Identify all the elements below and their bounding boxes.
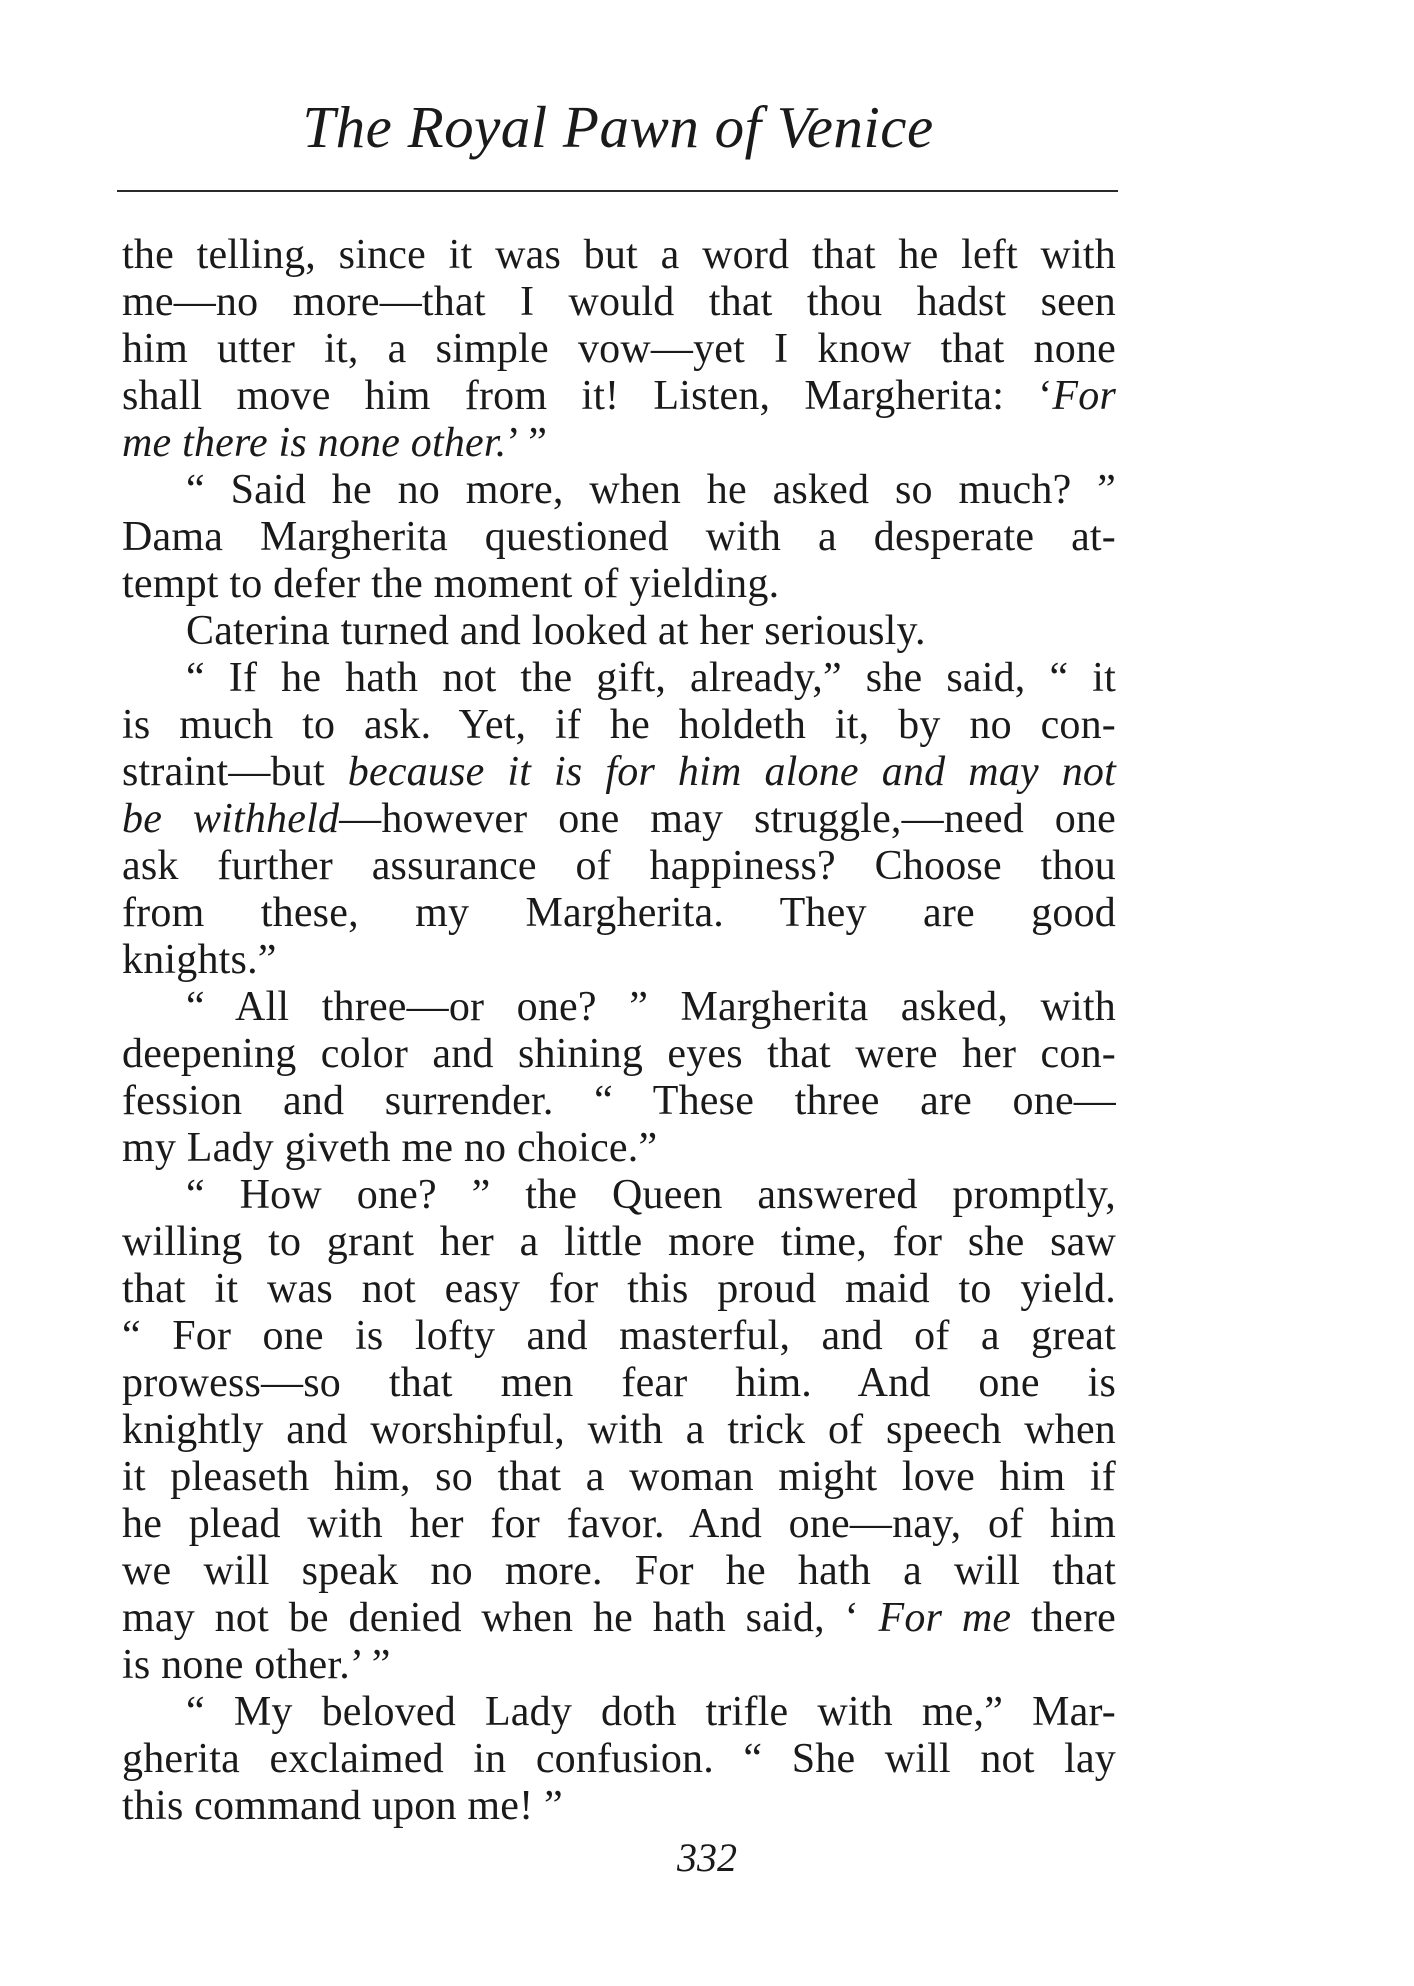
header-rule bbox=[117, 190, 1118, 192]
text-line bbox=[122, 1407, 1116, 1454]
text-span: Caterina turned and looked at her seriously. bbox=[186, 608, 926, 654]
text-line bbox=[122, 232, 1116, 279]
text-span: prowess—so that men fear him. And one is bbox=[122, 1360, 1116, 1406]
text-span: from these, my Margherita. They are good bbox=[122, 890, 1116, 936]
text-line bbox=[122, 279, 1116, 326]
text-line bbox=[122, 1689, 1116, 1736]
text-span: gherita exclaimed in confusion. “ She will not lay bbox=[122, 1736, 1116, 1782]
text-span: we will speak no more. For he hath a will that bbox=[122, 1548, 1116, 1594]
text-line bbox=[122, 1125, 1116, 1172]
text-line bbox=[122, 561, 1116, 608]
text-line bbox=[122, 702, 1116, 749]
text-span: “ Said he no more, when he asked so much? ” bbox=[186, 467, 1116, 513]
text-line bbox=[122, 373, 1116, 420]
text-line bbox=[122, 796, 1116, 843]
text-span: he plead with her for favor. And one—nay, of him bbox=[122, 1501, 1116, 1547]
italic-span: For me bbox=[878, 1595, 1012, 1641]
text-span: me—no more—that I would that thou hadst seen bbox=[122, 279, 1116, 325]
text-span: “ My beloved Lady doth trifle with me,” Mar- bbox=[186, 1689, 1116, 1735]
body-text bbox=[122, 232, 1116, 1830]
text-line bbox=[122, 1642, 1116, 1689]
italic-span: me there is none other. bbox=[122, 420, 507, 466]
text-line bbox=[122, 1595, 1116, 1642]
text-span: “ All three—or one? ” Margherita asked, with bbox=[186, 984, 1116, 1030]
text-line bbox=[122, 1783, 1116, 1830]
text-span: is none other.’ ” bbox=[122, 1642, 391, 1688]
text-span: ’ ” bbox=[506, 420, 548, 466]
text-line bbox=[122, 467, 1116, 514]
text-span: there bbox=[1011, 1595, 1116, 1641]
text-span: “ How one? ” the Queen answered promptly, bbox=[186, 1172, 1116, 1218]
text-line bbox=[122, 890, 1116, 937]
text-span: straint—but bbox=[122, 749, 348, 795]
text-line bbox=[122, 843, 1116, 890]
text-span: knights.” bbox=[122, 937, 277, 983]
text-line bbox=[122, 608, 1116, 655]
text-line bbox=[122, 1219, 1116, 1266]
text-line bbox=[122, 326, 1116, 373]
text-line bbox=[122, 1172, 1116, 1219]
text-span: fession and surrender. “ These three are one— bbox=[122, 1078, 1116, 1124]
text-line bbox=[122, 514, 1116, 561]
text-line bbox=[122, 749, 1116, 796]
text-span: “ For one is lofty and masterful, and of a great bbox=[122, 1313, 1116, 1359]
text-line bbox=[122, 1736, 1116, 1783]
text-line bbox=[122, 1501, 1116, 1548]
text-span: it pleaseth him, so that a woman might love him if bbox=[122, 1454, 1116, 1500]
text-line bbox=[122, 1360, 1116, 1407]
running-head: The Royal Pawn of Venice bbox=[302, 94, 934, 160]
page-number: 332 bbox=[677, 1835, 737, 1880]
text-span: willing to grant her a little more time, for she saw bbox=[122, 1219, 1116, 1265]
text-span: knightly and worshipful, with a trick of speech when bbox=[122, 1407, 1116, 1453]
text-line bbox=[122, 1031, 1116, 1078]
italic-span: For bbox=[1052, 373, 1116, 419]
text-line bbox=[122, 1313, 1116, 1360]
italic-span: be withheld bbox=[122, 796, 340, 842]
text-span: ask further assurance of happiness? Choose thou bbox=[122, 843, 1116, 889]
text-span: my Lady giveth me no choice.” bbox=[122, 1125, 658, 1171]
text-span: may not be denied when he hath said, ‘ bbox=[122, 1595, 879, 1641]
text-span: him utter it, a simple vow—yet I know that none bbox=[122, 326, 1116, 372]
italic-span: because it is for him alone and may not bbox=[347, 749, 1116, 795]
text-line bbox=[122, 937, 1116, 984]
text-line bbox=[122, 984, 1116, 1031]
text-span: —however one may struggle,—need one bbox=[339, 796, 1116, 842]
text-span: shall move him from it! Listen, Margherita: ‘ bbox=[122, 373, 1053, 419]
text-span: that it was not easy for this proud maid to yield. bbox=[122, 1266, 1116, 1312]
text-span: tempt to defer the moment of yielding. bbox=[122, 561, 780, 607]
text-span: is much to ask. Yet, if he holdeth it, by no con- bbox=[122, 702, 1116, 748]
text-span: deepening color and shining eyes that were her con- bbox=[122, 1031, 1116, 1077]
text-span: “ If he hath not the gift, already,” she said, “ it bbox=[186, 655, 1116, 701]
text-line bbox=[122, 1454, 1116, 1501]
text-span: Dama Margherita questioned with a desperate at- bbox=[122, 514, 1116, 560]
text-span: the telling, since it was but a word that he left with bbox=[122, 232, 1116, 278]
text-line bbox=[122, 1266, 1116, 1313]
text-line bbox=[122, 1078, 1116, 1125]
text-span: this command upon me! ” bbox=[122, 1783, 563, 1829]
text-line bbox=[122, 1548, 1116, 1595]
text-line bbox=[122, 655, 1116, 702]
text-line bbox=[122, 420, 1116, 467]
